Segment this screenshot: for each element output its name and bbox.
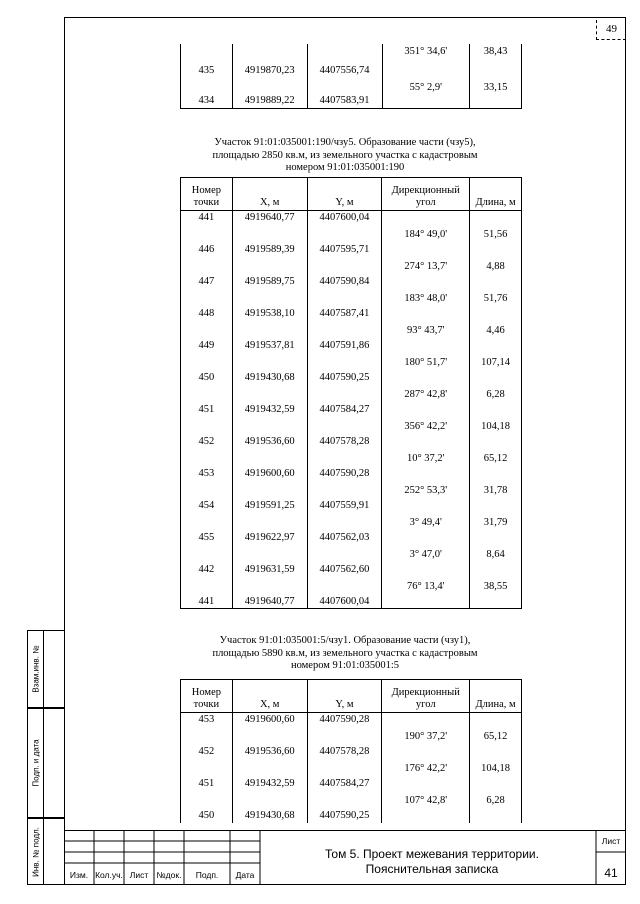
length-cell	[470, 713, 522, 745]
length-cell-value: 31,79	[483, 516, 508, 528]
caption-line: площадью 2850 кв.м, из земельного участка с кадастровым	[212, 149, 478, 161]
length-cell	[470, 211, 522, 243]
angle-cell-value: 93° 43,7'	[406, 324, 445, 336]
point-cell: 453	[181, 467, 233, 499]
y-cell: 4407590,28	[307, 467, 382, 499]
coordinate-row	[181, 275, 522, 307]
angle-cell	[382, 94, 470, 108]
side-label-inv: Инв. № подл.	[31, 826, 40, 877]
coordinate-row	[181, 499, 522, 531]
angle-cell-value: 356° 42,2'	[404, 420, 448, 432]
length-cell: 38,43	[470, 44, 522, 62]
side-strip-podp	[27, 708, 64, 818]
x-cell: 4919589,75	[232, 275, 307, 307]
x-cell: 4919536,60	[232, 435, 307, 467]
stamp-col-list: Лист	[129, 870, 149, 880]
coordinate-row	[181, 563, 522, 595]
header-length: Длина, м	[470, 680, 522, 713]
length-cell	[470, 307, 522, 339]
angle-cell	[382, 307, 470, 339]
length-cell	[470, 403, 522, 435]
x-cell: 4919430,68	[232, 371, 307, 403]
length-cell-value: 8,64	[486, 548, 505, 560]
coordinate-row	[181, 371, 522, 403]
point-cell: 449	[181, 339, 233, 371]
angle-cell-value: 176° 42,2'	[404, 762, 448, 774]
point-cell: 455	[181, 531, 233, 563]
y-cell: 4407590,84	[307, 275, 382, 307]
y-cell: 4407587,41	[307, 307, 382, 339]
header-y: Y, м	[307, 178, 382, 211]
stamp-col-koluch: Кол.уч.	[95, 870, 123, 880]
y-cell: 4407590,28	[307, 713, 382, 745]
angle-cell: 351° 34,6'	[382, 44, 470, 62]
x-cell: 4919536,60	[232, 745, 307, 777]
length-cell-value: 104,18	[481, 762, 510, 774]
length-cell-value: 104,18	[481, 420, 510, 432]
angle-cell	[382, 531, 470, 563]
length-cell-value: 65,12	[483, 452, 508, 464]
point-cell: 441	[181, 211, 233, 243]
length-cell	[470, 275, 522, 307]
y-cell: 4407595,71	[307, 243, 382, 275]
stamp-col-izm: Изм.	[69, 870, 89, 880]
point-cell: 450	[181, 371, 233, 403]
coordinate-row	[181, 745, 522, 777]
coordinate-row	[181, 339, 522, 371]
length-cell-value: 4,46	[486, 324, 505, 336]
coordinate-row	[181, 435, 522, 467]
stamp-col-podp: Подп.	[195, 870, 219, 880]
angle-cell-value: 274° 13,7'	[404, 260, 448, 272]
y-cell: 4407584,27	[307, 403, 382, 435]
length-cell-value: 4,88	[486, 260, 505, 272]
x-cell: 4919432,59	[232, 777, 307, 809]
y-cell: 4407584,27	[307, 777, 382, 809]
angle-cell-value: 3° 47,0'	[409, 548, 442, 560]
stamp-col-data: Дата	[235, 870, 255, 880]
x-cell: 4919640,77	[232, 211, 307, 243]
angle-cell-value: 3° 49,4'	[409, 516, 442, 528]
angle-cell	[382, 243, 470, 275]
length-cell	[470, 499, 522, 531]
angle-cell-value: 76° 13,4'	[406, 580, 445, 592]
point-cell: 434	[181, 94, 233, 108]
length-cell	[470, 467, 522, 499]
y-cell: 4407600,04	[307, 595, 382, 609]
length-cell-value: 107,14	[481, 356, 510, 368]
point-cell: 452	[181, 435, 233, 467]
continuation-table	[180, 44, 522, 109]
header-angle: Дирекционный угол	[382, 178, 470, 211]
angle-cell	[382, 563, 470, 595]
y-cell: 4407578,28	[307, 435, 382, 467]
x-cell: 4919600,60	[232, 467, 307, 499]
angle-cell-value: 287° 42,8'	[404, 388, 448, 400]
y-cell: 4407562,03	[307, 531, 382, 563]
coordinate-row	[181, 595, 522, 609]
y-cell: 4407578,28	[307, 745, 382, 777]
coordinate-row	[181, 809, 522, 823]
point-cell: 453	[181, 713, 233, 745]
caption-line: номером 91:01:035001:5	[290, 660, 400, 671]
coordinate-row	[181, 243, 522, 275]
point-cell: 451	[181, 403, 233, 435]
length-cell	[470, 94, 522, 108]
section1-caption	[150, 137, 540, 175]
header-angle: Дирекционный угол	[382, 680, 470, 713]
angle-cell	[382, 211, 470, 243]
angle-cell-value: 190° 37,2'	[404, 731, 448, 742]
y-cell: 4407583,91	[307, 94, 382, 108]
length-cell: 33,15	[470, 62, 522, 94]
stamp-sheet-number: 41	[604, 866, 618, 880]
caption-line: площадью 5890 кв.м, из земельного участка с кадастровым	[212, 647, 478, 659]
side-label-podp: Подп. и дата	[31, 739, 40, 787]
angle-cell	[382, 745, 470, 777]
x-cell: 4919430,68	[232, 809, 307, 823]
x-cell: 4919600,60	[232, 713, 307, 745]
document-title-line2: Пояснительная записка	[365, 862, 499, 876]
length-cell	[470, 339, 522, 371]
y-cell: 4407559,91	[307, 499, 382, 531]
caption-line: Участок 91:01:035001:5/чзу1. Образование части (чзу1),	[219, 635, 471, 646]
x-cell: 4919538,10	[232, 307, 307, 339]
length-cell	[470, 371, 522, 403]
length-cell-value: 31,78	[483, 484, 508, 496]
angle-cell	[382, 499, 470, 531]
x-cell: 4919870,23	[232, 62, 307, 94]
point-cell: 452	[181, 745, 233, 777]
sheet-number-top: 49	[596, 20, 626, 40]
coordinate-row	[181, 713, 522, 745]
section2-table	[180, 679, 522, 823]
header-point: Номер точки	[181, 178, 233, 211]
length-cell-value: 65,12	[483, 731, 508, 742]
point-cell: 435	[181, 62, 233, 94]
angle-cell	[382, 467, 470, 499]
y-cell: 4407600,04	[307, 211, 382, 243]
header-length: Длина, м	[470, 178, 522, 211]
point-cell: 442	[181, 563, 233, 595]
header-point: Номер точки	[181, 680, 233, 713]
x-cell: 4919622,97	[232, 531, 307, 563]
x-cell: 4919537,81	[232, 339, 307, 371]
length-cell-value: 51,76	[483, 292, 508, 304]
point-cell: 451	[181, 777, 233, 809]
stamp-sheet-label: Лист	[601, 836, 621, 846]
angle-cell	[382, 371, 470, 403]
side-label-vzam: Взам.инв. №	[31, 645, 40, 693]
x-cell: 4919631,59	[232, 563, 307, 595]
coordinate-row	[181, 307, 522, 339]
coordinate-row	[181, 531, 522, 563]
angle-cell	[382, 777, 470, 809]
coordinate-row	[181, 403, 522, 435]
angle-cell	[382, 595, 470, 609]
x-cell: 4919889,22	[232, 94, 307, 108]
point-cell: 454	[181, 499, 233, 531]
stamp-col-ndok: №док.	[156, 870, 182, 880]
x-cell: 4919591,25	[232, 499, 307, 531]
header-x: X, м	[232, 178, 307, 211]
caption-line: номером 91:01:035001:190	[285, 162, 405, 173]
document-title-line1: Том 5. Проект межевания территории.	[325, 847, 539, 861]
length-cell-value: 51,56	[483, 229, 508, 240]
header-x: X, м	[232, 680, 307, 713]
length-cell-value: 6,28	[486, 794, 505, 806]
section1-table	[180, 177, 522, 609]
point-cell: 448	[181, 307, 233, 339]
length-cell-value: 6,28	[486, 388, 505, 400]
angle-cell	[382, 275, 470, 307]
angle-cell	[382, 713, 470, 745]
angle-cell-value: 180° 51,7'	[404, 356, 448, 368]
length-cell	[470, 595, 522, 609]
y-cell: 4407591,86	[307, 339, 382, 371]
length-cell	[470, 531, 522, 563]
point-cell: 447	[181, 275, 233, 307]
point-cell: 446	[181, 243, 233, 275]
angle-cell	[382, 403, 470, 435]
angle-cell: 55° 2,9'	[382, 62, 470, 94]
coordinate-row	[181, 467, 522, 499]
section2-caption	[150, 635, 540, 673]
angle-cell-value: 252° 53,3'	[404, 484, 448, 496]
side-strip-inv	[27, 818, 64, 885]
length-cell	[470, 563, 522, 595]
x-cell: 4919589,39	[232, 243, 307, 275]
title-block	[64, 830, 626, 885]
length-cell	[470, 809, 522, 823]
y-cell: 4407590,25	[307, 809, 382, 823]
x-cell: 4919432,59	[232, 403, 307, 435]
coordinate-row	[181, 211, 522, 243]
point-cell: 450	[181, 809, 233, 823]
caption-line: Участок 91:01:035001:190/чзу5. Образование части (чзу5),	[214, 137, 476, 148]
document-title	[282, 847, 582, 877]
y-cell: 4407590,25	[307, 371, 382, 403]
length-cell	[470, 243, 522, 275]
y-cell: 4407562,60	[307, 563, 382, 595]
length-cell-value: 38,55	[483, 580, 508, 592]
angle-cell	[382, 809, 470, 823]
header-y: Y, м	[307, 680, 382, 713]
angle-cell-value: 184° 49,0'	[404, 229, 448, 240]
coordinate-row	[181, 777, 522, 809]
y-cell: 4407556,74	[307, 62, 382, 94]
point-cell: 441	[181, 595, 233, 609]
angle-cell	[382, 435, 470, 467]
angle-cell-value: 10° 37,2'	[406, 452, 445, 464]
length-cell	[470, 435, 522, 467]
x-cell: 4919640,77	[232, 595, 307, 609]
angle-cell-value: 107° 42,8'	[404, 794, 448, 806]
length-cell	[470, 745, 522, 777]
length-cell	[470, 777, 522, 809]
side-strip-vzam	[27, 630, 64, 708]
angle-cell	[382, 339, 470, 371]
angle-cell-value: 183° 48,0'	[404, 292, 448, 304]
